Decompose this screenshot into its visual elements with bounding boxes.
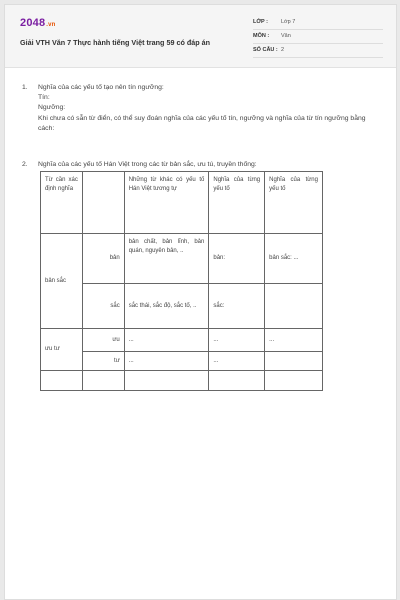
table-cell-element: sắc (82, 284, 124, 329)
table-cell-element (82, 371, 124, 391)
table-cell-meaning: bản sắc: ... (265, 234, 323, 284)
table-cell-meaning: ... (209, 329, 265, 352)
table-cell-similar: bản chất, bản lĩnh, bản quán, nguyên bản, .. (124, 234, 209, 284)
meta-class-value: Lớp 7 (281, 19, 296, 25)
meta-subject-value: Văn (281, 33, 291, 39)
table-header-cell (82, 172, 124, 234)
page-title: Giải VTH Văn 7 Thực hành tiếng Việt trang 59 có đáp án (20, 38, 210, 47)
table-row (41, 329, 323, 352)
table-cell-meaning (209, 371, 265, 391)
table-row (41, 352, 323, 371)
table-cell-word: ưu tư (41, 329, 83, 371)
question-2-line: Nghĩa của các yếu tố Hán Việt trong các từ bản sắc, ưu tú, truyền thống: (38, 161, 257, 168)
table-row (41, 234, 323, 284)
table-cell-element: bản (82, 234, 124, 284)
table-cell-meaning (265, 371, 323, 391)
meta-question-count (253, 44, 383, 58)
answer-table (40, 171, 323, 391)
table-cell-element: ưu (82, 329, 124, 352)
meta-class (253, 16, 383, 30)
table-header-cell: Nghĩa của từng yếu tố (209, 172, 265, 234)
table-cell-meaning: ... (209, 352, 265, 371)
table-cell-meaning: sắc: (209, 284, 265, 329)
question-1-line: Tín: (38, 94, 50, 102)
table-cell-meaning: ... (265, 329, 323, 352)
question-2-number: 2. (22, 161, 28, 168)
question-1-line: Khi chưa có sẵn từ điển, có thể suy đoán nghĩa của các yếu tố tín, ngưỡng và nghĩa của từ tín ngưỡng bằng cách: (38, 114, 366, 132)
table-cell-element: tư (82, 352, 124, 371)
table-cell-meaning (265, 284, 323, 329)
table-cell-meaning (265, 352, 323, 371)
table-cell-word (41, 371, 83, 391)
table-cell-meaning: bản: (209, 234, 265, 284)
table-row (41, 371, 323, 391)
question-1-line: Ngưỡng: (38, 104, 66, 112)
table-cell-similar: sắc thái, sắc độ, sắc tố, .. (124, 284, 209, 329)
table-header-cell: Từ cần xác định nghĩa (41, 172, 83, 234)
meta-subject-label: MÔN : (253, 33, 270, 39)
table-header-cell: Những từ khác có yếu tố Hán Việt tương tự (124, 172, 209, 234)
question-1-line: Nghĩa của các yếu tố tạo nên tín ngưỡng: (38, 84, 164, 91)
table-row (41, 284, 323, 329)
page-header (5, 5, 396, 68)
meta-question-count-value: 2 (281, 47, 285, 53)
question-1-number: 1. (22, 84, 28, 91)
table-header-row (41, 172, 323, 234)
table-cell-word: bản sắc (41, 234, 83, 329)
site-logo[interactable]: 2048.vn (20, 17, 56, 29)
table-cell-similar: ... (124, 352, 209, 371)
meta-question-count-label: SỐ CÂU : (253, 47, 278, 53)
meta-subject (253, 30, 383, 44)
table-cell-similar: ... (124, 329, 209, 352)
table-cell-similar (124, 371, 209, 391)
table-header-cell: Nghĩa của từng yếu tố (265, 172, 323, 234)
meta-class-label: LỚP : (253, 19, 268, 25)
